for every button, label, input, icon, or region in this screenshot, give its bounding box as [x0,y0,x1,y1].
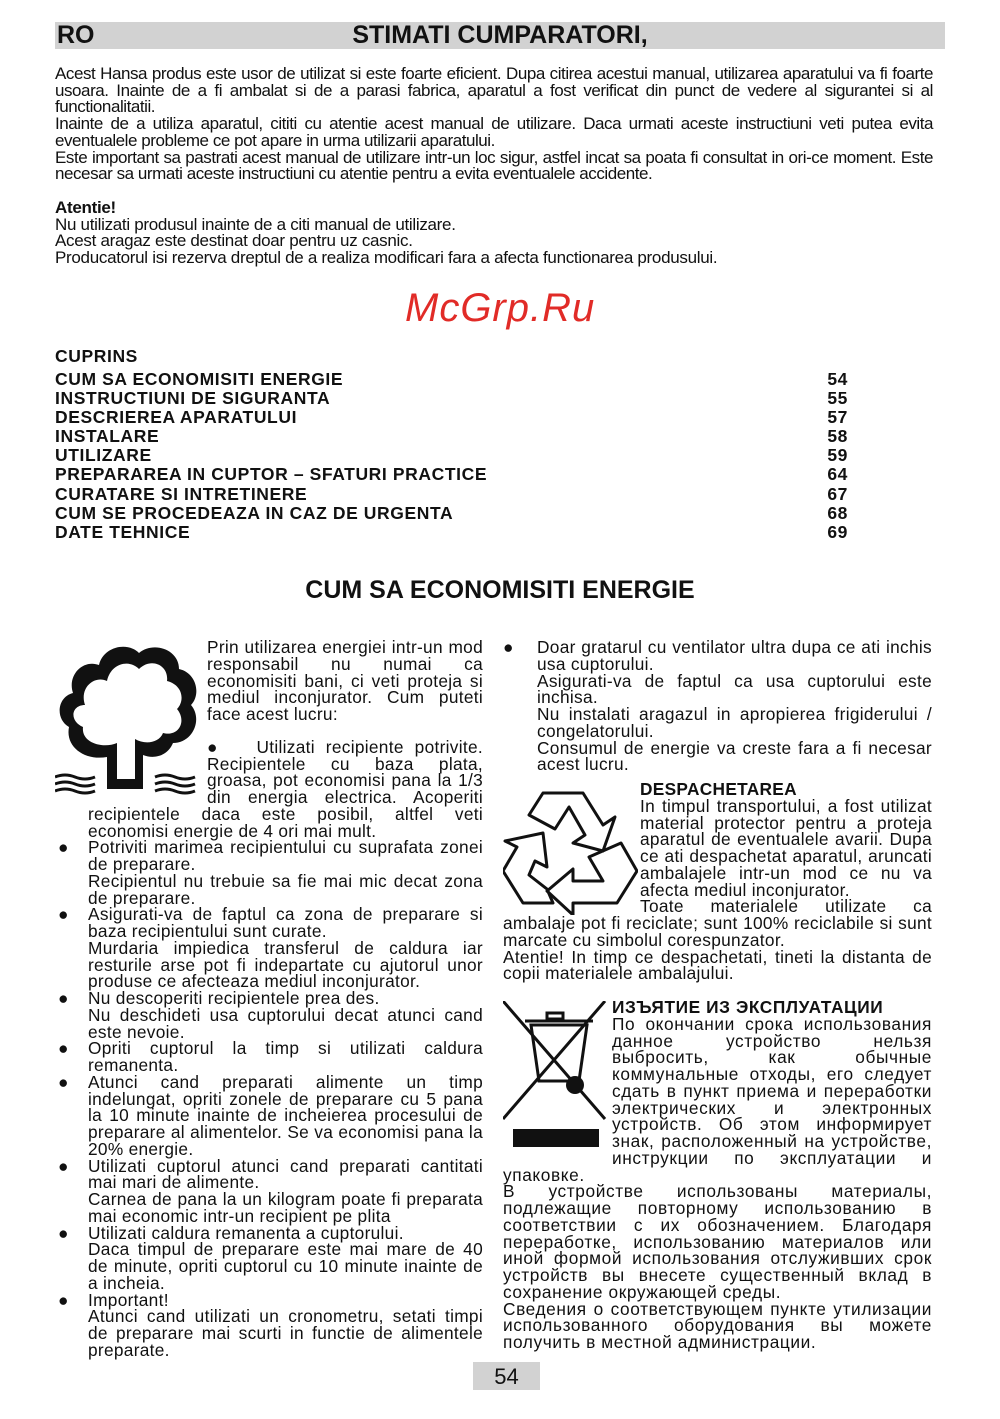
item-title: Atunci cand preparati alimente un timp indelungat, opriti zonele de preparare cu 5 pana la 10 minute inainte de incheierea procesului de preparare al alimentelor. Se va economisi pana la 20% energie. [88,1071,483,1159]
toc-page: 68 [827,502,848,523]
language-code: RO [57,21,95,49]
bullet: ● [207,736,224,757]
toc-page: 64 [827,464,848,485]
header-bar [55,22,945,49]
unpacking-title: DESPACHETAREA [640,779,797,799]
list-item [58,837,483,908]
page-number: 54 [473,1362,540,1390]
toc-item[interactable] [55,427,848,446]
toc-item[interactable] [55,408,848,427]
item-text: Daca timpul de preparare este mai mare de 40 de minute, opriti cuptorul cu 10 minute inainte de a incheia. [88,1239,483,1293]
list-item [58,1289,483,1360]
toc-item[interactable] [55,446,848,465]
unpacking-text: Toate materialele utilizate ca ambalaje pot fi reciclate; sunt 100% reciclabile si sunt marcate cu simbolul corespunzator. [503,896,932,950]
toc-item[interactable] [55,389,848,408]
toc-page: 69 [827,521,848,542]
recycle-icon [503,785,638,915]
item-text: Nu instalati aragazul in apropierea frigiderului / congelatorului. [537,704,932,741]
item-title: Nu descoperiti recipientele prea des. [88,988,380,1008]
bullet: ● [58,1222,69,1243]
toc-label: CURATARE SI INTRETINERE [55,483,308,504]
list-item [58,1071,483,1159]
item-text: Recipientul nu trebuie sa fie mai mic decat zona de preparare. [88,870,483,908]
intro-paragraph: Este important sa pastrati acest manual de utilizare intr-un loc sigur, astfel incat sa poata fi consultat in ori-ce moment. Este necesar sa urmati aceste instructiuni cu atentie pentru a evita eventualele accidente. [55,147,933,184]
toc-page: 55 [827,388,848,409]
toc-label: CUM SA ECONOMISITI ENERGIE [55,369,344,389]
intro-text [55,66,933,183]
disposal-title: ИЗЪЯТИЕ ИЗ ЭКСПЛУАТАЦИИ [612,997,884,1017]
toc-page: 57 [827,407,848,428]
intro-paragraph: Inainte de a utiliza aparatul, cititi cu atentie acest manual de utilizare. Daca urmati aceste instructiuni veti putea evita eventualele probleme ce pot apare in urma utilizarii aparatului. [55,114,933,150]
toc-item[interactable] [55,465,848,484]
crossed-bin-icon [503,1001,608,1151]
item-text: Carnea de pana la un kilogram poate fi preparata mai economic intr-un recipient pe plita [88,1189,483,1226]
toc-label: INSTRUCTIUNI DE SIGURANTA [55,388,331,409]
toc-page: 58 [827,426,848,447]
attention-line: Nu utilizati produsul inainte de a citi manual de utilizare. [55,214,456,234]
item-text: Murdaria impiedica transferul de caldura iar resturile arse pot fi indepartate cu ajutorul unor produse ce afecteaza mediul inconjurator. [88,937,483,992]
bullet: ● [503,637,514,657]
toc-page: 59 [827,445,848,466]
toc-item[interactable] [55,504,848,523]
energy-intro: Prin utilizarea energiei intr-un mod responsabil nu numai ca economisiti bani, ci veti proteja si mediul inconjurator. Cum puteti face acest lucru: [207,637,483,724]
toc-page: 54 [827,369,848,389]
unpacking-text: In timpul transportului, a fost utilizat material protector pentru a proteja aparatul de eventualele avarii. Dupa ce ati despachetat aparatul, aruncati ambalajele intr-un mod ce nu va afecta mediul inconjurator. [640,795,932,900]
tree-icon [55,639,203,799]
disposal-section [503,999,932,1351]
attention-line: Acest aragaz este destinat doar pentru uz casnic. [55,231,413,251]
unpacking-warning: Atentie! In timp ce despachetati, tineti la distanta de copii materialele ambalajului. [503,946,932,984]
attention-line: Producatorul isi rezerva dreptul de a realiza modificari fara a afecta functionarea produsului. [55,248,718,268]
bullet: ● [58,1038,69,1059]
intro-paragraph: Acest Hansa produs este usor de utilizat si este foarte eficient. Dupa citirea acestui manual, utilizarea aparatului va fi foarte usoara. Inainte de a fi ambalat si de a parasi fabrica, aparatul a fost verificat din punct de vedere al sigurantei si al functionalitatii. [55,64,933,117]
disposal-text: Сведения о соответствующем пункте утилизации использованного оборудования вы можете получить в местной администрации. [503,1298,932,1352]
item-text: Atunci cand utilizati un cronometru, setati timpi de preparare mai scurti in functie de alimentele preparate. [88,1306,483,1360]
list-item [503,637,932,775]
watermark: McGrp.Ru [405,286,596,330]
toc-page: 67 [827,483,848,504]
item-text: Consumul de energie va creste fara a fi necesar acest lucru. [537,737,932,775]
item-title: Important! [88,1289,169,1310]
energy-list [58,837,483,1360]
list-item [58,1155,483,1226]
bullet: ● [58,988,69,1008]
list-item [58,904,483,992]
list-item [58,1222,483,1293]
toc-label: CUM SE PROCEDEAZA IN CAZ DE URGENTA [55,502,454,523]
toc-item[interactable] [55,370,848,389]
item-text: Nu deschideti usa cuptorului decat atunci cand este nevoie. [88,1004,483,1042]
item-title: Opriti cuptorul la timp si utilizati caldura remanenta. [88,1038,483,1075]
item-title: Utilizati caldura remanenta a cuptorului. [88,1222,404,1243]
toc-item[interactable] [55,523,848,542]
bullet: ● [58,837,69,858]
bullet: ● [58,1155,69,1176]
item-title: Utilizati recipiente potrivite. [256,736,483,757]
toc-item[interactable] [55,485,848,504]
toc-label: DESCRIEREA APARATULUI [55,407,298,428]
bullet: ● [58,1289,69,1310]
attention-block [55,200,933,267]
toc-title: CUPRINS [55,346,138,366]
page-title: STIMATI CUMPARATORI, [352,21,648,49]
toc-label: INSTALARE [55,426,160,447]
bullet: ● [58,904,69,925]
item-text: Asigurati-va de faptul ca usa cuptorului este inchisa. [537,670,932,708]
item-text: Recipientele cu baza plata, groasa, pot economisi pana la 1/3 din energia electrica. Acoperiti recipientele daca este posibil, altfel veti economisi energie de 4 ori mai mult. [88,753,483,841]
unpacking-section [503,781,932,982]
section-title: CUM SA ECONOMISITI ENERGIE [305,576,695,604]
bullet: ● [58,1071,69,1092]
toc-label: UTILIZARE [55,445,152,466]
item-title: Utilizati cuptorul atunci cand preparati cantitati mai mari de alimente. [88,1155,483,1193]
toc-list [55,370,848,542]
right-column [503,639,932,1351]
attention-title: Atentie! [55,198,116,217]
list-item [58,988,483,1042]
table-of-contents [55,346,848,542]
item-title: Asigurati-va de faptul ca zona de preparare si baza recipientului sunt curate. [88,904,483,941]
disposal-text: В устройстве использованы материалы, подлежащие повторному использованию в соответствии с их обозначением. Благодаря переработке, использованию материалов или иной формой использования отслуживших срок устройств вы внесете существенный вклад в сохранение окружающей среды. [503,1181,932,1302]
list-item [58,1038,483,1075]
left-column [58,637,483,1360]
disposal-text: По окончании срока использования данное устройство нельзя выбросить, как обычные коммунальные отходы, его следует сдать в пункт приема и переработки электрических и электронных устройств. Об этом информирует знак, расположенный на устройстве, инструкции по эксплуатации и упаковке. [503,1013,932,1185]
toc-label: DATE TEHNICE [55,521,191,542]
item-title: Doar gratarul cu ventilator ultra dupa ce ati inchis usa cuptorului. [537,637,932,674]
item-title: Potriviti marimea recipientului cu suprafata zonei de preparare. [88,837,483,874]
toc-label: PREPARAREA IN CUPTOR – SFATURI PRACTICE [55,464,488,485]
